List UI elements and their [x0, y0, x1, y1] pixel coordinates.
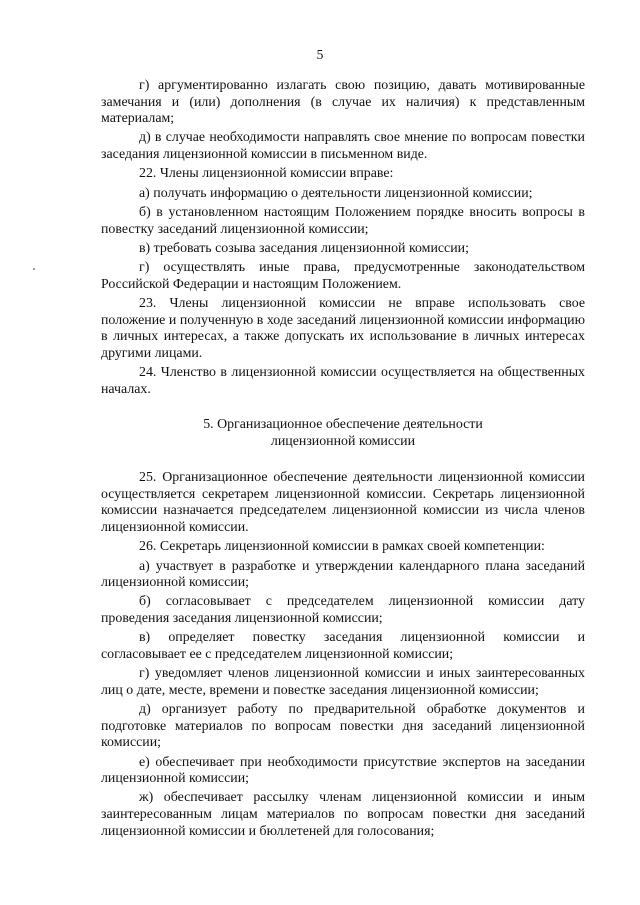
margin-mark [33, 268, 35, 270]
paragraph: г) уведомляет членов лицензионной комиссии и иных заинтересованных лиц о дате, месте, времени и повестке заседания лицензионной комиссии; [101, 666, 585, 698]
paragraph: б) согласовывает с председателем лицензионной комиссии дату проведения заседания лицензионной комиссии; [101, 594, 585, 626]
paragraph: а) участвует в разработке и утверждении календарного плана заседаний лицензионной комиссии; [101, 558, 585, 591]
paragraph: в) требовать созыва заседания лицензионной комиссии; [139, 240, 469, 256]
paragraph: 22. Члены лицензионной комиссии вправе: [139, 166, 394, 182]
paragraph: г) осуществлять иные права, предусмотренные законодательством Российской Федерации и настоящим Положением. [101, 260, 585, 292]
paragraph: 23. Члены лицензионной комиссии не вправе использовать свое положение и полученную в ходе заседаний лицензионной комиссии информацию в личных интересах, а также допускать их использование в личных интересах другими лицами. [101, 295, 585, 361]
paragraph: б) в установленном настоящим Положением порядке вносить вопросы в повестку заседаний лицензионной комиссии; [101, 204, 585, 237]
paragraph: в) определяет повестку заседания лицензионной комиссии и согласовывает ее с председателем лицензионной комиссии; [101, 630, 585, 662]
paragraph: г) аргументированно излагать свою позицию, давать мотивированные замечания и (или) дополнения (в случае их наличия) к представленным материалам; [101, 78, 585, 127]
section-heading-line-2: лицензионной комиссии [270, 434, 416, 450]
paragraph: д) организует работу по предварительной обработке документов и подготовке материалов по вопросам повестки дня заседаний лицензионной комиссии; [101, 702, 585, 751]
paragraph: ж) обеспечивает рассылку членам лицензионной комиссии и иным заинтересованным лицам материалов по вопросам повестки дня заседаний лицензионной комиссии и бюллетеней для голосования; [101, 790, 585, 839]
paragraph: 26. Секретарь лицензионной комиссии в рамках своей компетенции: [139, 539, 545, 555]
document-body [101, 78, 585, 843]
section-heading-line-1: 5. Организационное обеспечение деятельности [203, 417, 483, 433]
paragraph: 24. Членство в лицензионной комиссии осуществляется на общественных началах. [101, 365, 585, 397]
paragraph: 25. Организационное обеспечение деятельности лицензионной комиссии осуществляется секретарем лицензионной комиссии. Секретарь лицензионной комиссии назначается председателем лицензионной комиссии из числа членов лицензионной комиссии. [101, 470, 585, 535]
page-number: 5 [316, 47, 324, 62]
section-heading [101, 416, 585, 450]
paragraph: е) обеспечивает при необходимости присутствие экспертов на заседании лицензионной комиссии; [101, 754, 585, 787]
paragraph: д) в случае необходимости направлять свое мнение по вопросам повестки заседания лицензионной комиссии в письменном виде. [101, 130, 585, 163]
paragraph: а) получать информацию о деятельности лицензионной комиссии; [139, 185, 533, 201]
